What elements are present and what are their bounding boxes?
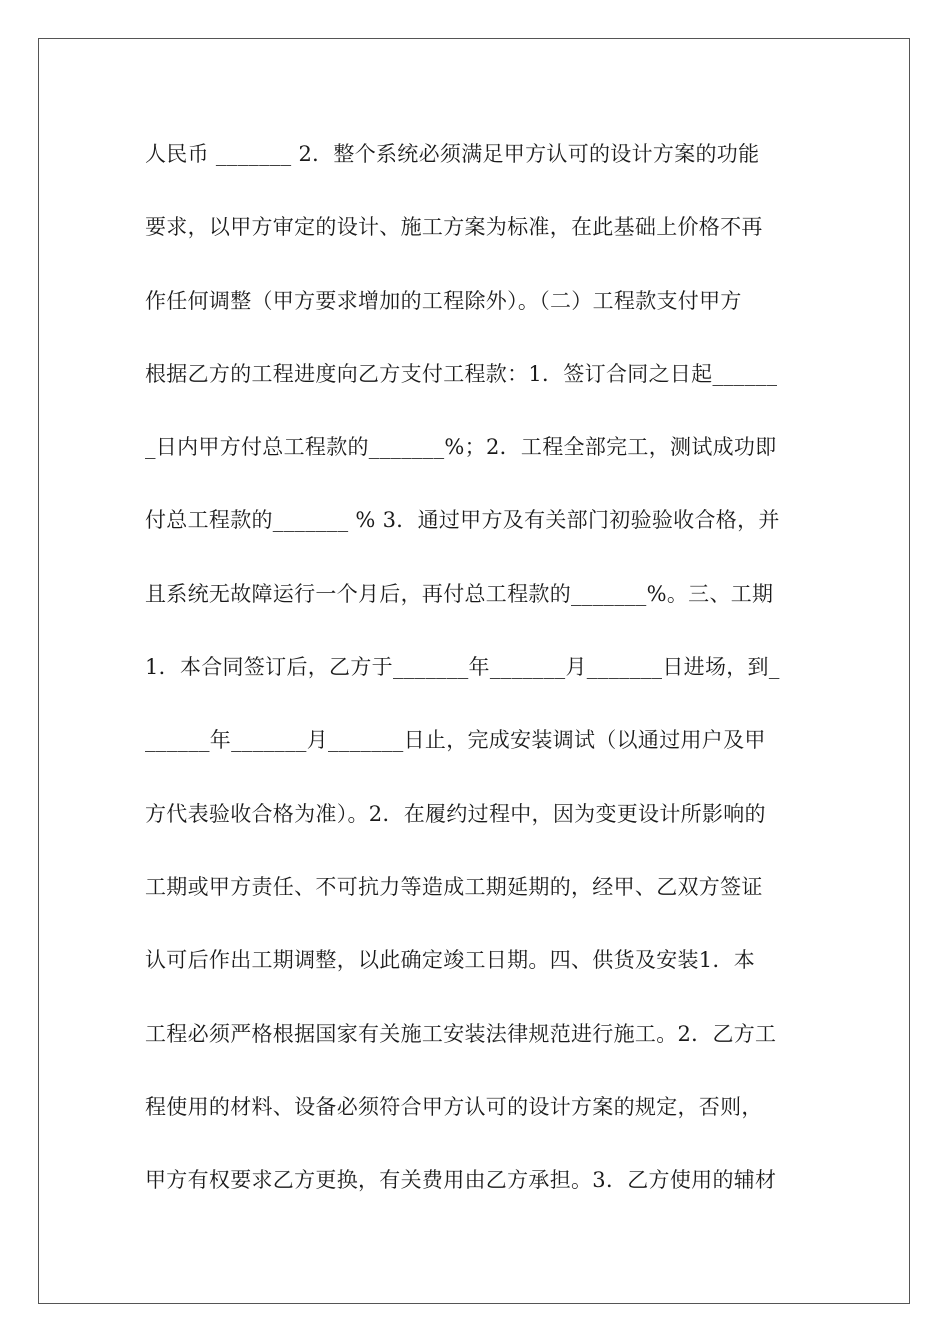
document-body <box>145 134 815 1233</box>
text-line: 作任何调整（甲方要求增加的工程除外）。（二）工程款支付甲方 <box>145 288 742 313</box>
text-line: 根据乙方的工程进度向乙方支付工程款：1．签订合同之日起______ <box>145 361 778 386</box>
text-line: 工程必须严格根据国家有关施工安装法律规范进行施工。2．乙方工 <box>145 1021 777 1046</box>
text-line: 认可后作出工期调整，以此确定竣工日期。四、供货及安装1．本 <box>145 948 756 973</box>
text-line: 方代表验收合格为准）。2．在履约过程中，因为变更设计所影响的 <box>145 801 766 826</box>
text-line: 且系统无故障运行一个月后，再付总工程款的_______%。三、工期 <box>145 581 774 606</box>
text-line: 要求，以甲方审定的设计、施工方案为标准，在此基础上价格不再 <box>145 215 763 240</box>
text-line: 付总工程款的_______ % 3．通过甲方及有关部门初验验收合格，并 <box>145 508 780 533</box>
text-line: _日内甲方付总工程款的_______%；2．工程全部完工，测试成功即 <box>145 435 777 460</box>
text-line: 程使用的材料、设备必须符合甲方认可的设计方案的规定，否则， <box>145 1094 763 1119</box>
text-line: 甲方有权要求乙方更换，有关费用由乙方承担。3．乙方使用的辅材 <box>145 1168 777 1193</box>
text-line: 1．本合同签订后，乙方于_______年_______月_______日进场，到_ <box>145 655 780 680</box>
text-line: ______年_______月_______日止，完成安装调试（以通过用户及甲 <box>145 728 766 753</box>
text-line: 人民币 _______ 2．整个系统必须满足甲方认可的设计方案的功能 <box>145 142 760 166</box>
text-line: 工期或甲方责任、不可抗力等造成工期延期的，经甲、乙双方签证 <box>145 874 763 899</box>
